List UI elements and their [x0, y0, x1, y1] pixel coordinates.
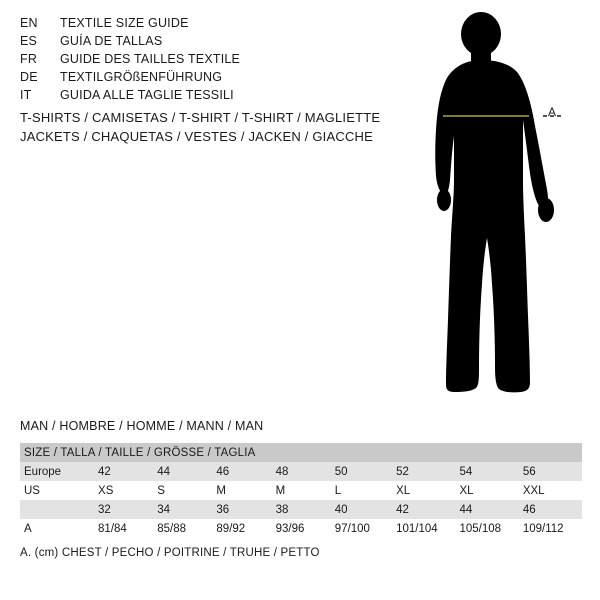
- cell: 40: [331, 500, 392, 519]
- language-row: [20, 70, 360, 88]
- cell: 54: [455, 462, 518, 481]
- cell: 89/92: [212, 519, 271, 538]
- cell: 50: [331, 462, 392, 481]
- cell: 48: [272, 462, 331, 481]
- cell: XXL: [519, 481, 582, 500]
- table-row: [20, 500, 582, 519]
- cell: 44: [153, 462, 212, 481]
- measure-label-a: A: [548, 105, 557, 119]
- table-header-row: [20, 443, 582, 462]
- language-code: FR: [20, 52, 38, 66]
- language-code: ES: [20, 34, 38, 48]
- cell: 34: [153, 500, 212, 519]
- cell: 109/112: [519, 519, 582, 538]
- cell: XS: [94, 481, 153, 500]
- cell: 46: [212, 462, 271, 481]
- table-row: [20, 519, 582, 538]
- table-row: [20, 462, 582, 481]
- language-code: IT: [20, 88, 32, 102]
- cell: XL: [392, 481, 455, 500]
- cell: XL: [455, 481, 518, 500]
- language-code: EN: [20, 16, 38, 30]
- cell: S: [153, 481, 212, 500]
- cell: 105/108: [455, 519, 518, 538]
- language-text: GUIDA ALLE TAGLIE TESSILI: [60, 88, 234, 102]
- cell: 38: [272, 500, 331, 519]
- language-row: [20, 52, 360, 70]
- cell: 32: [94, 500, 153, 519]
- cell: 56: [519, 462, 582, 481]
- row-label: [20, 500, 94, 519]
- cell: 81/84: [94, 519, 153, 538]
- cell: 97/100: [331, 519, 392, 538]
- language-row: [20, 34, 360, 52]
- size-table-wrap: [20, 443, 582, 538]
- language-list: [20, 16, 360, 106]
- cell: M: [272, 481, 331, 500]
- category-list: [20, 110, 420, 148]
- footnote-chest: A. (cm) CHEST / PECHO / POITRINE / TRUHE / PETTO: [20, 547, 320, 559]
- cell: 42: [392, 500, 455, 519]
- cell: 85/88: [153, 519, 212, 538]
- table-row: [20, 481, 582, 500]
- row-label: A: [20, 519, 94, 538]
- table-header-label: SIZE / TALLA / TAILLE / GRÖSSE / TAGLIA: [20, 443, 582, 462]
- category-line-tshirts: T-SHIRTS / CAMISETAS / T-SHIRT / T-SHIRT / MAGLIETTE: [20, 110, 381, 125]
- language-code: DE: [20, 70, 38, 84]
- row-label: US: [20, 481, 94, 500]
- cell: M: [212, 481, 271, 500]
- cell: 42: [94, 462, 153, 481]
- language-text: TEXTILE SIZE GUIDE: [60, 16, 189, 30]
- row-label: Europe: [20, 462, 94, 481]
- cell: 36: [212, 500, 271, 519]
- cell: 101/104: [392, 519, 455, 538]
- size-table: [20, 443, 582, 538]
- language-row: [20, 16, 360, 34]
- body-figure: [395, 10, 595, 410]
- cell: 46: [519, 500, 582, 519]
- male-silhouette-icon: [395, 10, 595, 410]
- cell: 44: [455, 500, 518, 519]
- language-text: TEXTILGRÖßENFÜHRUNG: [60, 70, 223, 84]
- language-text: GUIDE DES TAILLES TEXTILE: [60, 52, 241, 66]
- category-line-jackets: JACKETS / CHAQUETAS / VESTES / JACKEN / GIACCHE: [20, 129, 374, 144]
- language-text: GUÍA DE TALLAS: [60, 34, 163, 48]
- cell: 93/96: [272, 519, 331, 538]
- language-row: [20, 88, 360, 106]
- cell: 52: [392, 462, 455, 481]
- table-group-title: MAN / HOMBRE / HOMME / MANN / MAN: [20, 419, 264, 433]
- cell: L: [331, 481, 392, 500]
